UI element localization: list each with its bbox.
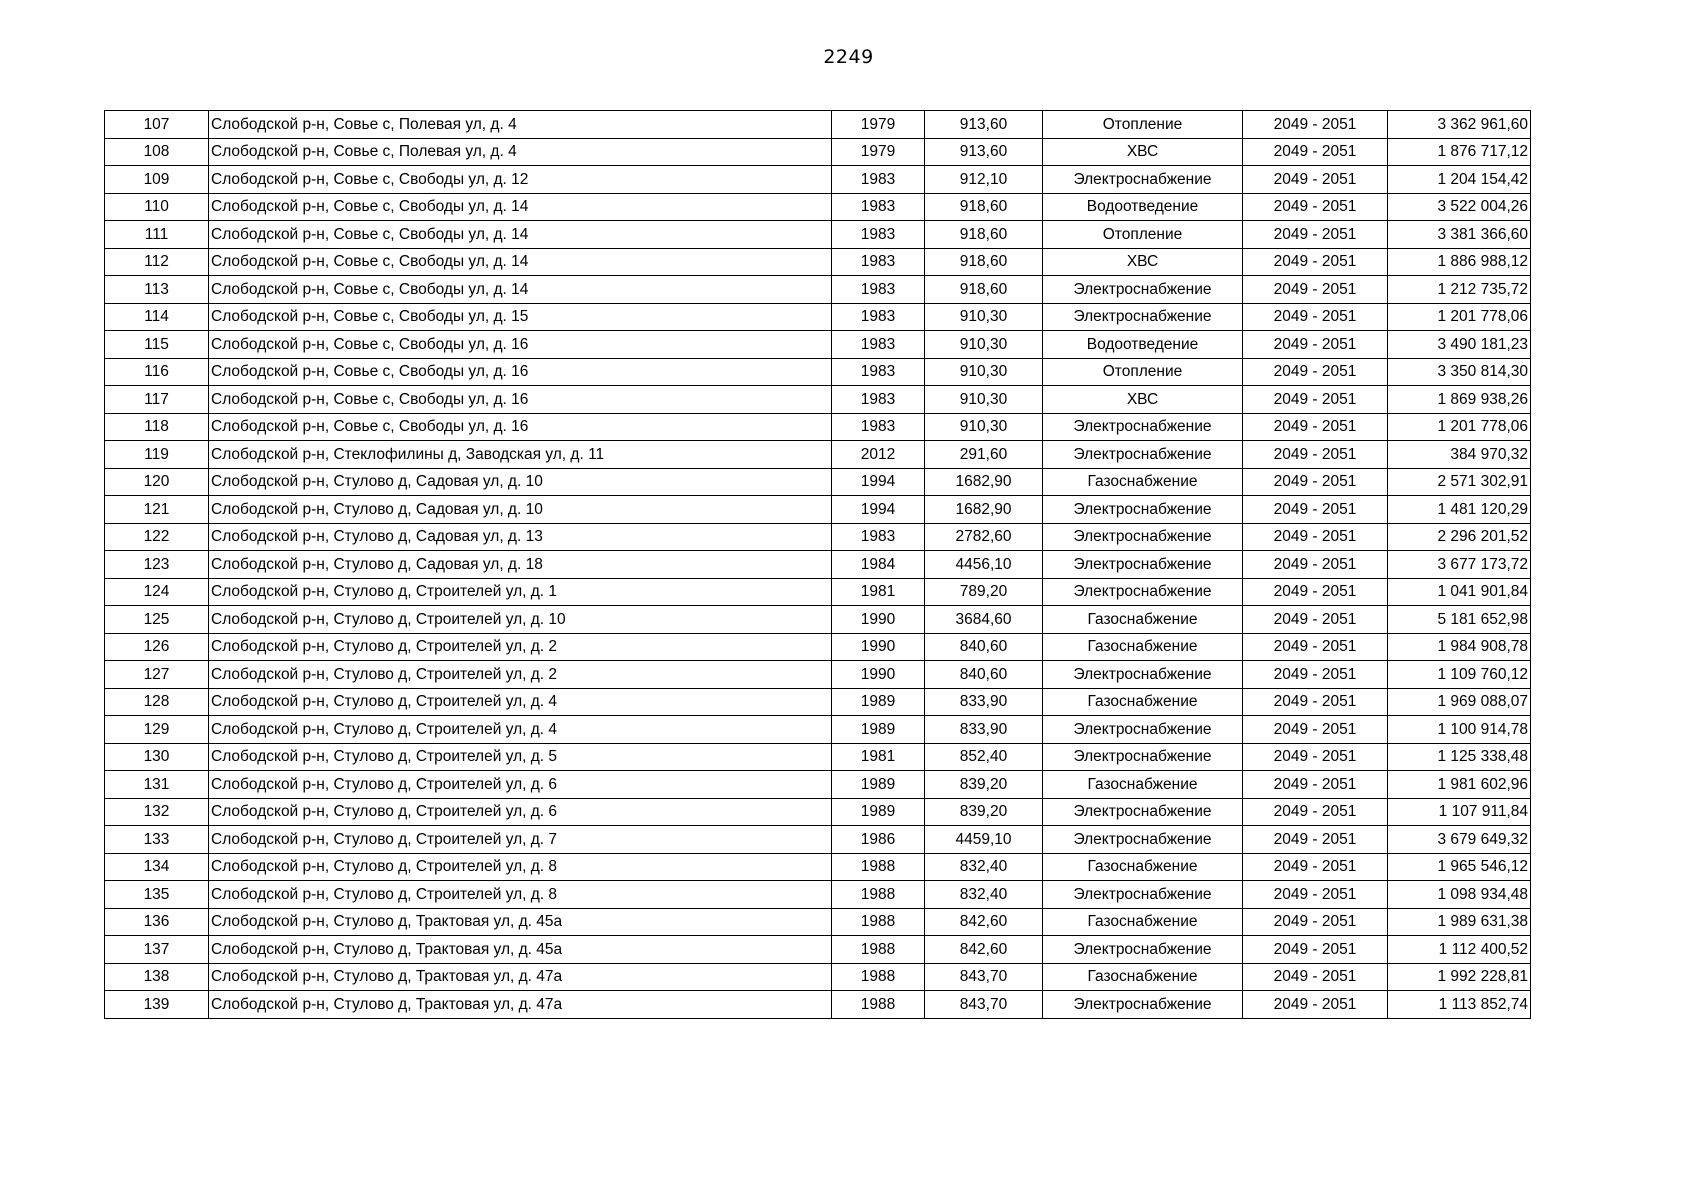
area-cell: 833,90 — [925, 688, 1043, 716]
table-row — [105, 413, 1531, 441]
period-cell: 2049 - 2051 — [1243, 743, 1388, 771]
service-cell: ХВС — [1043, 386, 1243, 414]
area-cell: 839,20 — [925, 798, 1043, 826]
cost-cell: 1 201 778,06 — [1388, 413, 1531, 441]
area-cell: 832,40 — [925, 853, 1043, 881]
service-cell: Электроснабжение — [1043, 441, 1243, 469]
area-cell: 913,60 — [925, 111, 1043, 139]
row-number: 137 — [105, 936, 209, 964]
table-row — [105, 193, 1531, 221]
year-cell: 1984 — [832, 551, 925, 579]
period-cell: 2049 - 2051 — [1243, 578, 1388, 606]
row-number: 122 — [105, 523, 209, 551]
cost-cell: 3 677 173,72 — [1388, 551, 1531, 579]
period-cell: 2049 - 2051 — [1243, 633, 1388, 661]
service-cell: Электроснабжение — [1043, 991, 1243, 1019]
area-cell: 842,60 — [925, 936, 1043, 964]
row-number: 121 — [105, 496, 209, 524]
year-cell: 1988 — [832, 853, 925, 881]
period-cell: 2049 - 2051 — [1243, 358, 1388, 386]
area-cell: 912,10 — [925, 166, 1043, 194]
row-number: 127 — [105, 661, 209, 689]
service-cell: Электроснабжение — [1043, 881, 1243, 909]
table-row — [105, 963, 1531, 991]
cost-cell: 1 125 338,48 — [1388, 743, 1531, 771]
year-cell: 1981 — [832, 743, 925, 771]
cost-cell: 3 350 814,30 — [1388, 358, 1531, 386]
service-cell: Отопление — [1043, 221, 1243, 249]
period-cell: 2049 - 2051 — [1243, 193, 1388, 221]
table-row — [105, 991, 1531, 1019]
year-cell: 1983 — [832, 276, 925, 304]
table-row — [105, 551, 1531, 579]
cost-cell: 5 181 652,98 — [1388, 606, 1531, 634]
area-cell: 852,40 — [925, 743, 1043, 771]
period-cell: 2049 - 2051 — [1243, 963, 1388, 991]
address-cell: Слободской р-н, Стулово д, Строителей ул, д. 2 — [209, 633, 832, 661]
service-cell: Электроснабжение — [1043, 276, 1243, 304]
period-cell: 2049 - 2051 — [1243, 798, 1388, 826]
year-cell: 1988 — [832, 991, 925, 1019]
address-cell: Слободской р-н, Стулово д, Садовая ул, д. 13 — [209, 523, 832, 551]
table-row — [105, 606, 1531, 634]
service-cell: Электроснабжение — [1043, 716, 1243, 744]
area-cell: 4456,10 — [925, 551, 1043, 579]
year-cell: 1986 — [832, 826, 925, 854]
area-cell: 910,30 — [925, 358, 1043, 386]
service-cell: Электроснабжение — [1043, 661, 1243, 689]
year-cell: 1989 — [832, 688, 925, 716]
registry-table-body — [105, 111, 1531, 1019]
service-cell: Газоснабжение — [1043, 606, 1243, 634]
year-cell: 1983 — [832, 331, 925, 359]
cost-cell: 3 381 366,60 — [1388, 221, 1531, 249]
row-number: 138 — [105, 963, 209, 991]
service-cell: Электроснабжение — [1043, 523, 1243, 551]
year-cell: 1983 — [832, 248, 925, 276]
address-cell: Слободской р-н, Стулово д, Садовая ул, д. 10 — [209, 496, 832, 524]
period-cell: 2049 - 2051 — [1243, 138, 1388, 166]
year-cell: 1979 — [832, 138, 925, 166]
year-cell: 1983 — [832, 221, 925, 249]
table-row — [105, 386, 1531, 414]
year-cell: 1983 — [832, 523, 925, 551]
table-row — [105, 496, 1531, 524]
service-cell: Газоснабжение — [1043, 688, 1243, 716]
cost-cell: 1 965 546,12 — [1388, 853, 1531, 881]
row-number: 125 — [105, 606, 209, 634]
area-cell: 1682,90 — [925, 496, 1043, 524]
address-cell: Слободской р-н, Стулово д, Строителей ул, д. 8 — [209, 853, 832, 881]
table-row — [105, 166, 1531, 194]
table-row — [105, 138, 1531, 166]
row-number: 126 — [105, 633, 209, 661]
table-row — [105, 798, 1531, 826]
period-cell: 2049 - 2051 — [1243, 661, 1388, 689]
area-cell: 840,60 — [925, 633, 1043, 661]
period-cell: 2049 - 2051 — [1243, 166, 1388, 194]
period-cell: 2049 - 2051 — [1243, 826, 1388, 854]
year-cell: 1988 — [832, 908, 925, 936]
area-cell: 833,90 — [925, 716, 1043, 744]
service-cell: Газоснабжение — [1043, 633, 1243, 661]
cost-cell: 1 107 911,84 — [1388, 798, 1531, 826]
address-cell: Слободской р-н, Совье с, Свободы ул, д. 14 — [209, 276, 832, 304]
cost-cell: 1 212 735,72 — [1388, 276, 1531, 304]
year-cell: 1990 — [832, 606, 925, 634]
year-cell: 1983 — [832, 166, 925, 194]
year-cell: 1990 — [832, 661, 925, 689]
cost-cell: 1 201 778,06 — [1388, 303, 1531, 331]
cost-cell: 1 876 717,12 — [1388, 138, 1531, 166]
address-cell: Слободской р-н, Совье с, Полевая ул, д. 4 — [209, 111, 832, 139]
year-cell: 1994 — [832, 468, 925, 496]
row-number: 139 — [105, 991, 209, 1019]
row-number: 115 — [105, 331, 209, 359]
cost-cell: 1 984 908,78 — [1388, 633, 1531, 661]
area-cell: 843,70 — [925, 991, 1043, 1019]
row-number: 130 — [105, 743, 209, 771]
area-cell: 910,30 — [925, 413, 1043, 441]
area-cell: 842,60 — [925, 908, 1043, 936]
cost-cell: 3 362 961,60 — [1388, 111, 1531, 139]
table-row — [105, 881, 1531, 909]
service-cell: Электроснабжение — [1043, 496, 1243, 524]
period-cell: 2049 - 2051 — [1243, 413, 1388, 441]
row-number: 135 — [105, 881, 209, 909]
period-cell: 2049 - 2051 — [1243, 551, 1388, 579]
table-row — [105, 633, 1531, 661]
year-cell: 1983 — [832, 413, 925, 441]
area-cell: 789,20 — [925, 578, 1043, 606]
table-row — [105, 743, 1531, 771]
address-cell: Слободской р-н, Стулово д, Трактовая ул, д. 45а — [209, 908, 832, 936]
table-row — [105, 908, 1531, 936]
period-cell: 2049 - 2051 — [1243, 276, 1388, 304]
area-cell: 291,60 — [925, 441, 1043, 469]
period-cell: 2049 - 2051 — [1243, 496, 1388, 524]
period-cell: 2049 - 2051 — [1243, 111, 1388, 139]
cost-cell: 1 981 602,96 — [1388, 771, 1531, 799]
address-cell: Слободской р-н, Совье с, Полевая ул, д. 4 — [209, 138, 832, 166]
table-row — [105, 578, 1531, 606]
area-cell: 3684,60 — [925, 606, 1043, 634]
row-number: 131 — [105, 771, 209, 799]
cost-cell: 1 886 988,12 — [1388, 248, 1531, 276]
cost-cell: 1 100 914,78 — [1388, 716, 1531, 744]
table-row — [105, 303, 1531, 331]
area-cell: 918,60 — [925, 248, 1043, 276]
row-number: 116 — [105, 358, 209, 386]
cost-cell: 1 109 760,12 — [1388, 661, 1531, 689]
table-row — [105, 826, 1531, 854]
address-cell: Слободской р-н, Стулово д, Строителей ул, д. 1 — [209, 578, 832, 606]
address-cell: Слободской р-н, Стулово д, Строителей ул, д. 8 — [209, 881, 832, 909]
address-cell: Слободской р-н, Стулово д, Строителей ул, д. 4 — [209, 716, 832, 744]
cost-cell: 1 989 631,38 — [1388, 908, 1531, 936]
service-cell: Электроснабжение — [1043, 578, 1243, 606]
row-number: 133 — [105, 826, 209, 854]
period-cell: 2049 - 2051 — [1243, 853, 1388, 881]
period-cell: 2049 - 2051 — [1243, 386, 1388, 414]
page-number: 2249 — [823, 46, 874, 68]
service-cell: Газоснабжение — [1043, 908, 1243, 936]
address-cell: Слободской р-н, Совье с, Свободы ул, д. 14 — [209, 193, 832, 221]
row-number: 129 — [105, 716, 209, 744]
registry-table — [104, 110, 1531, 1019]
service-cell: Газоснабжение — [1043, 771, 1243, 799]
area-cell: 910,30 — [925, 386, 1043, 414]
row-number: 128 — [105, 688, 209, 716]
year-cell: 1989 — [832, 716, 925, 744]
row-number: 134 — [105, 853, 209, 881]
service-cell: Электроснабжение — [1043, 798, 1243, 826]
service-cell: Электроснабжение — [1043, 936, 1243, 964]
row-number: 120 — [105, 468, 209, 496]
area-cell: 840,60 — [925, 661, 1043, 689]
row-number: 136 — [105, 908, 209, 936]
address-cell: Слободской р-н, Совье с, Свободы ул, д. 14 — [209, 221, 832, 249]
row-number: 112 — [105, 248, 209, 276]
address-cell: Слободской р-н, Стеклофилины д, Заводская ул, д. 11 — [209, 441, 832, 469]
period-cell: 2049 - 2051 — [1243, 468, 1388, 496]
year-cell: 1989 — [832, 771, 925, 799]
row-number: 132 — [105, 798, 209, 826]
service-cell: ХВС — [1043, 248, 1243, 276]
row-number: 123 — [105, 551, 209, 579]
cost-cell: 1 481 120,29 — [1388, 496, 1531, 524]
year-cell: 1983 — [832, 193, 925, 221]
area-cell: 918,60 — [925, 193, 1043, 221]
area-cell: 2782,60 — [925, 523, 1043, 551]
area-cell: 839,20 — [925, 771, 1043, 799]
service-cell: Газоснабжение — [1043, 468, 1243, 496]
period-cell: 2049 - 2051 — [1243, 331, 1388, 359]
address-cell: Слободской р-н, Стулово д, Трактовая ул, д. 47а — [209, 963, 832, 991]
service-cell: Водоотведение — [1043, 193, 1243, 221]
row-number: 109 — [105, 166, 209, 194]
year-cell: 1983 — [832, 386, 925, 414]
address-cell: Слободской р-н, Стулово д, Трактовая ул, д. 45а — [209, 936, 832, 964]
table-row — [105, 358, 1531, 386]
address-cell: Слободской р-н, Стулово д, Трактовая ул, д. 47а — [209, 991, 832, 1019]
table-row — [105, 276, 1531, 304]
year-cell: 1990 — [832, 633, 925, 661]
table-row — [105, 936, 1531, 964]
table-row — [105, 441, 1531, 469]
area-cell: 843,70 — [925, 963, 1043, 991]
period-cell: 2049 - 2051 — [1243, 523, 1388, 551]
cost-cell: 1 113 852,74 — [1388, 991, 1531, 1019]
table-row — [105, 248, 1531, 276]
row-number: 119 — [105, 441, 209, 469]
area-cell: 910,30 — [925, 303, 1043, 331]
address-cell: Слободской р-н, Стулово д, Строителей ул, д. 10 — [209, 606, 832, 634]
address-cell: Слободской р-н, Стулово д, Строителей ул, д. 5 — [209, 743, 832, 771]
cost-cell: 1 969 088,07 — [1388, 688, 1531, 716]
address-cell: Слободской р-н, Совье с, Свободы ул, д. 16 — [209, 386, 832, 414]
address-cell: Слободской р-н, Стулово д, Строителей ул, д. 2 — [209, 661, 832, 689]
service-cell: Газоснабжение — [1043, 853, 1243, 881]
period-cell: 2049 - 2051 — [1243, 303, 1388, 331]
address-cell: Слободской р-н, Совье с, Свободы ул, д. 16 — [209, 413, 832, 441]
service-cell: Электроснабжение — [1043, 166, 1243, 194]
table-row — [105, 111, 1531, 139]
address-cell: Слободской р-н, Стулово д, Строителей ул, д. 7 — [209, 826, 832, 854]
year-cell: 1979 — [832, 111, 925, 139]
address-cell: Слободской р-н, Совье с, Свободы ул, д. 12 — [209, 166, 832, 194]
service-cell: Отопление — [1043, 111, 1243, 139]
year-cell: 1989 — [832, 798, 925, 826]
period-cell: 2049 - 2051 — [1243, 881, 1388, 909]
cost-cell: 1 098 934,48 — [1388, 881, 1531, 909]
service-cell: Электроснабжение — [1043, 413, 1243, 441]
table-row — [105, 221, 1531, 249]
table-row — [105, 661, 1531, 689]
year-cell: 1983 — [832, 358, 925, 386]
period-cell: 2049 - 2051 — [1243, 771, 1388, 799]
address-cell: Слободской р-н, Совье с, Свободы ул, д. 16 — [209, 358, 832, 386]
cost-cell: 3 522 004,26 — [1388, 193, 1531, 221]
service-cell: Водоотведение — [1043, 331, 1243, 359]
cost-cell: 2 296 201,52 — [1388, 523, 1531, 551]
year-cell: 1981 — [832, 578, 925, 606]
row-number: 114 — [105, 303, 209, 331]
row-number: 111 — [105, 221, 209, 249]
year-cell: 1988 — [832, 936, 925, 964]
service-cell: ХВС — [1043, 138, 1243, 166]
service-cell: Электроснабжение — [1043, 551, 1243, 579]
service-cell: Отопление — [1043, 358, 1243, 386]
period-cell: 2049 - 2051 — [1243, 248, 1388, 276]
address-cell: Слободской р-н, Стулово д, Садовая ул, д. 10 — [209, 468, 832, 496]
year-cell: 2012 — [832, 441, 925, 469]
period-cell: 2049 - 2051 — [1243, 221, 1388, 249]
cost-cell: 1 041 901,84 — [1388, 578, 1531, 606]
area-cell: 1682,90 — [925, 468, 1043, 496]
table-row — [105, 853, 1531, 881]
area-cell: 918,60 — [925, 276, 1043, 304]
table-row — [105, 468, 1531, 496]
table-row — [105, 716, 1531, 744]
service-cell: Электроснабжение — [1043, 743, 1243, 771]
period-cell: 2049 - 2051 — [1243, 606, 1388, 634]
row-number: 113 — [105, 276, 209, 304]
service-cell: Газоснабжение — [1043, 963, 1243, 991]
row-number: 110 — [105, 193, 209, 221]
row-number: 108 — [105, 138, 209, 166]
row-number: 124 — [105, 578, 209, 606]
cost-cell: 2 571 302,91 — [1388, 468, 1531, 496]
period-cell: 2049 - 2051 — [1243, 441, 1388, 469]
cost-cell: 3 490 181,23 — [1388, 331, 1531, 359]
row-number: 117 — [105, 386, 209, 414]
address-cell: Слободской р-н, Стулово д, Садовая ул, д. 18 — [209, 551, 832, 579]
address-cell: Слободской р-н, Совье с, Свободы ул, д. 16 — [209, 331, 832, 359]
table-row — [105, 331, 1531, 359]
year-cell: 1994 — [832, 496, 925, 524]
period-cell: 2049 - 2051 — [1243, 936, 1388, 964]
period-cell: 2049 - 2051 — [1243, 991, 1388, 1019]
cost-cell: 1 112 400,52 — [1388, 936, 1531, 964]
service-cell: Электроснабжение — [1043, 826, 1243, 854]
table-row — [105, 771, 1531, 799]
address-cell: Слободской р-н, Совье с, Свободы ул, д. 14 — [209, 248, 832, 276]
area-cell: 918,60 — [925, 221, 1043, 249]
cost-cell: 3 679 649,32 — [1388, 826, 1531, 854]
period-cell: 2049 - 2051 — [1243, 688, 1388, 716]
area-cell: 832,40 — [925, 881, 1043, 909]
row-number: 107 — [105, 111, 209, 139]
period-cell: 2049 - 2051 — [1243, 716, 1388, 744]
table-row — [105, 688, 1531, 716]
period-cell: 2049 - 2051 — [1243, 908, 1388, 936]
address-cell: Слободской р-н, Совье с, Свободы ул, д. 15 — [209, 303, 832, 331]
address-cell: Слободской р-н, Стулово д, Строителей ул, д. 6 — [209, 798, 832, 826]
address-cell: Слободской р-н, Стулово д, Строителей ул, д. 4 — [209, 688, 832, 716]
area-cell: 4459,10 — [925, 826, 1043, 854]
cost-cell: 1 992 228,81 — [1388, 963, 1531, 991]
cost-cell: 1 204 154,42 — [1388, 166, 1531, 194]
service-cell: Электроснабжение — [1043, 303, 1243, 331]
area-cell: 910,30 — [925, 331, 1043, 359]
row-number: 118 — [105, 413, 209, 441]
table-row — [105, 523, 1531, 551]
address-cell: Слободской р-н, Стулово д, Строителей ул, д. 6 — [209, 771, 832, 799]
year-cell: 1988 — [832, 881, 925, 909]
cost-cell: 384 970,32 — [1388, 441, 1531, 469]
year-cell: 1983 — [832, 303, 925, 331]
area-cell: 913,60 — [925, 138, 1043, 166]
year-cell: 1988 — [832, 963, 925, 991]
cost-cell: 1 869 938,26 — [1388, 386, 1531, 414]
